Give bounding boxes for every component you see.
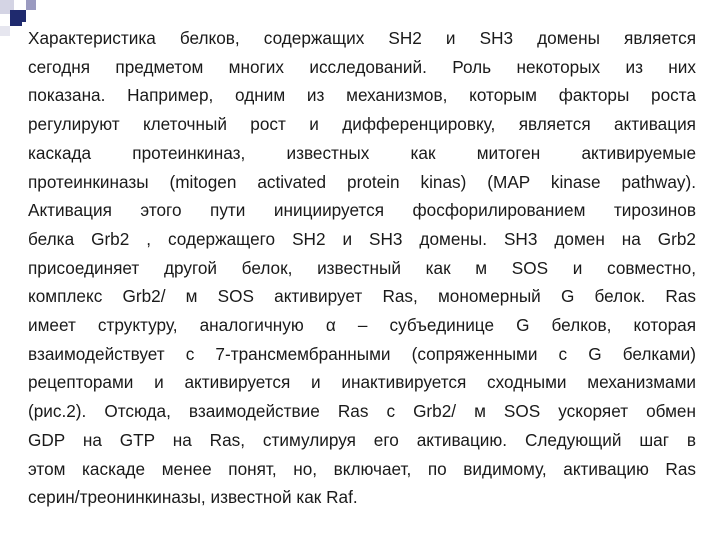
body-paragraph bbox=[28, 24, 696, 512]
paragraph-line: рецепторами и активируется и инактивируется сходными механизмами bbox=[28, 372, 696, 393]
paragraph-line: этом каскаде менее понят, но, включает, по видимому, активацию Ras bbox=[28, 458, 696, 479]
paragraph-line: протеинкиназы (mitogen activated protein kinas) (MAP kinase pathway). bbox=[28, 171, 696, 192]
paragraph-line: показана. Например, одним из механизмов, которым факторы роста bbox=[28, 85, 696, 106]
paragraph-line: присоединяет другой белок, известный как м SOS и совместно, bbox=[28, 257, 696, 278]
paragraph-line: (рис.2). Отсюда, взаимодействие Ras с Grb2/ м SOS ускоряет обмен bbox=[28, 401, 696, 422]
paragraph-line: белка Grb2 , содержащего SH2 и SH3 домены. SH3 домен на Grb2 bbox=[28, 228, 696, 249]
paragraph-line: серин/треонинкиназы, известной как Raf. bbox=[28, 487, 358, 508]
corner-decoration bbox=[0, 26, 10, 36]
paragraph-line: регулируют клеточный рост и дифференцировку, является активация bbox=[28, 114, 696, 135]
paragraph-line: каскада протеинкиназ, известных как митоген активируемые bbox=[28, 142, 696, 163]
paragraph-line: комплекс Grb2/ м SOS активирует Ras, мономерный G белок. Ras bbox=[28, 286, 696, 307]
paragraph-line: имеет структуру, аналогичную α – субъединице G белков, которая bbox=[28, 315, 696, 336]
paragraph-line: Характеристика белков, содержащих SH2 и SH3 домены является bbox=[28, 28, 696, 48]
paragraph-line: взаимодействует с 7-трансмембранными (сопряженными с G белками) bbox=[28, 343, 696, 364]
paragraph-line: Активация этого пути инициируется фосфорилированием тирозинов bbox=[28, 200, 696, 221]
paragraph-line: GDP на GTP на Ras, стимулируя его активацию. Следующий шаг в bbox=[28, 429, 696, 450]
paragraph-line: сегодня предметом многих исследований. Роль некоторых из них bbox=[28, 56, 696, 77]
corner-decoration bbox=[26, 0, 36, 10]
